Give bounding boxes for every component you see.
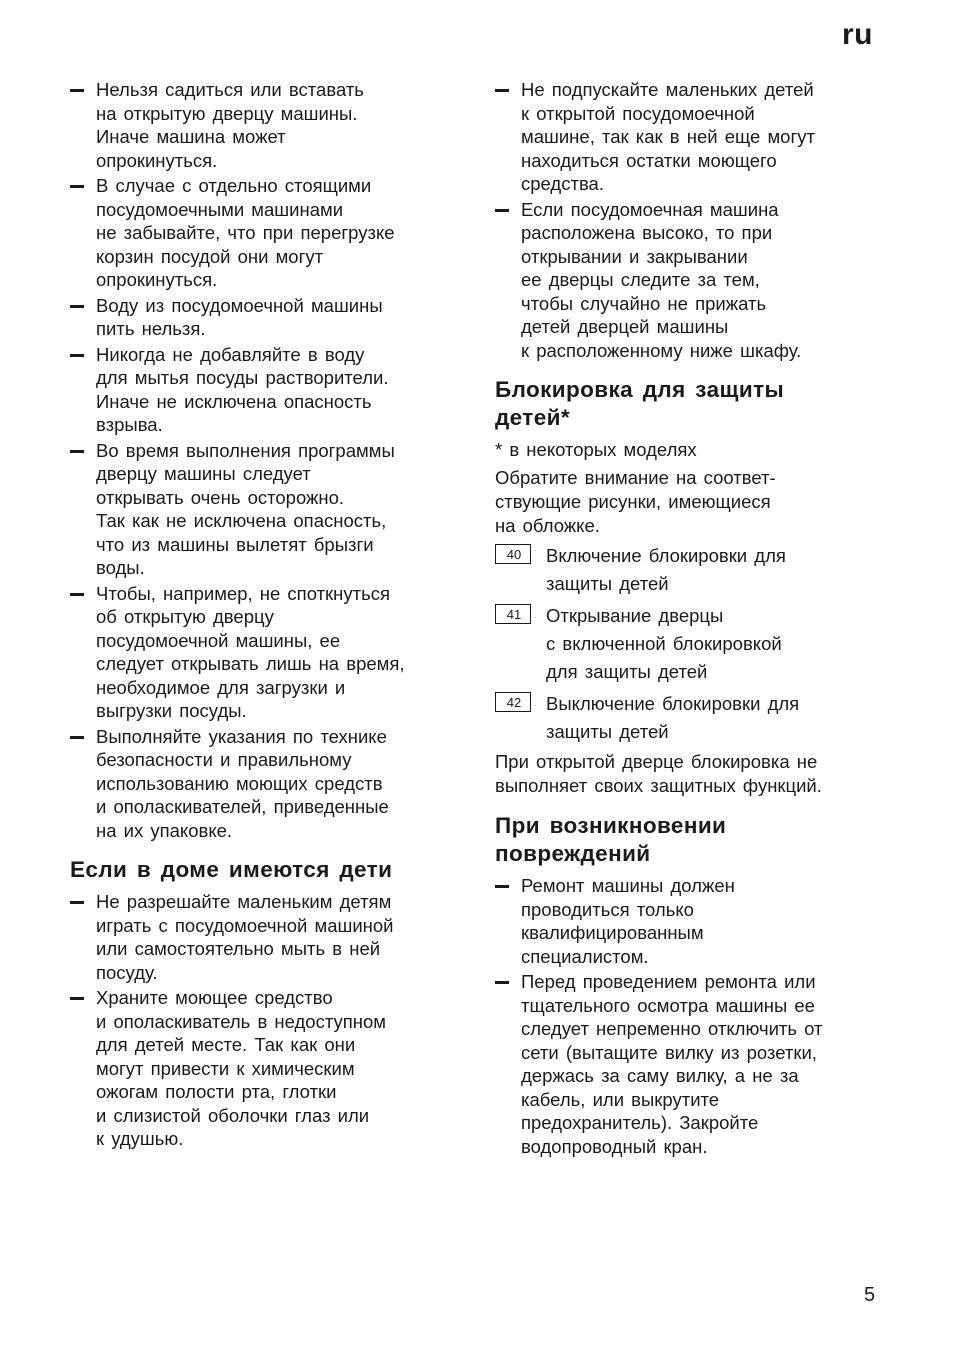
figure-caption: Открывание дверцы с включенной блокировкой для защиты детей bbox=[546, 605, 782, 682]
page-number: 5 bbox=[864, 1284, 876, 1306]
children-section-heading: Если в доме имеются дети bbox=[70, 857, 393, 882]
list-item: Выполняйте указания по технике безопасности и правильному использованию моющих средств и ополаскивателей, приведенные на их упаковке. bbox=[70, 725, 466, 843]
model-note: * в некоторых моделях bbox=[495, 439, 697, 460]
dash-bullet-icon bbox=[70, 593, 84, 596]
figure-ref-row bbox=[495, 542, 880, 598]
safety-list-continued bbox=[495, 78, 880, 362]
children-list bbox=[70, 890, 466, 1151]
damage-section-heading: При возникновении повреждений bbox=[495, 813, 727, 866]
left-column bbox=[70, 78, 466, 1159]
child-lock-heading: Блокировка для защиты детей* bbox=[495, 377, 785, 430]
dash-bullet-icon bbox=[495, 209, 509, 212]
dash-bullet-icon bbox=[70, 901, 84, 904]
dash-bullet-icon bbox=[70, 997, 84, 1000]
list-item: Если посудомоечная машина расположена высоко, то при открывании и закрывании ее дверцы следите за тем, чтобы случайно не прижать детей дверцей машины к расположенному ниже шкафу. bbox=[495, 198, 880, 363]
figure-caption: Включение блокировки для защиты детей bbox=[546, 545, 786, 594]
figure-number-box: 42 bbox=[495, 692, 531, 712]
list-item: Ремонт машины должен проводиться только квалифицированным специалистом. bbox=[495, 874, 880, 968]
list-item: Чтобы, например, не споткнуться об открытую дверцу посудомоечной машины, ее следует открывать лишь на время, необходимое для загрузки и выгрузки посуды. bbox=[70, 582, 466, 723]
list-item: Во время выполнения программы дверцу машины следует открывать очень осторожно. Так как не исключена опасность, что из машины вылетят брызги воды. bbox=[70, 439, 466, 580]
right-column bbox=[495, 78, 880, 1166]
lock-outro: При открытой дверце блокировка не выполняет своих защитных функций. bbox=[495, 751, 822, 796]
damage-list bbox=[495, 874, 880, 1158]
language-code: ru bbox=[842, 18, 873, 51]
dash-bullet-icon bbox=[495, 981, 509, 984]
list-item: В случае с отдельно стоящими посудомоечными машинами не забывайте, что при перегрузке корзин посудой они могут опрокинуться. bbox=[70, 174, 466, 292]
list-item: Воду из посудомоечной машины пить нельзя. bbox=[70, 294, 466, 341]
dash-bullet-icon bbox=[70, 354, 84, 357]
dash-bullet-icon bbox=[70, 450, 84, 453]
dash-bullet-icon bbox=[70, 185, 84, 188]
lock-intro: Обратите внимание на соответ- ствующие рисунки, имеющиеся на обложке. bbox=[495, 467, 776, 536]
figure-ref-row bbox=[495, 690, 880, 746]
figure-caption: Выключение блокировки для защиты детей bbox=[546, 693, 800, 742]
list-item: Никогда не добавляйте в воду для мытья посуды растворители. Иначе не исключена опасность взрыва. bbox=[70, 343, 466, 437]
figure-number-box: 41 bbox=[495, 604, 531, 624]
list-item: Не подпускайте маленьких детей к открытой посудомоечной машине, так как в ней еще могут находиться остатки моющего средства. bbox=[495, 78, 880, 196]
dash-bullet-icon bbox=[495, 89, 509, 92]
safety-list bbox=[70, 78, 466, 842]
dash-bullet-icon bbox=[70, 305, 84, 308]
dash-bullet-icon bbox=[70, 736, 84, 739]
dash-bullet-icon bbox=[495, 885, 509, 888]
list-item: Храните моющее средство и ополаскиватель в недоступном для детей месте. Так как они могут привести к химическим ожогам полости рта, глотки и слизистой оболочки глаз или к удушью. bbox=[70, 986, 466, 1151]
dash-bullet-icon bbox=[70, 89, 84, 92]
figure-number-box: 40 bbox=[495, 544, 531, 564]
figure-ref-row bbox=[495, 602, 880, 686]
list-item: Не разрешайте маленьким детям играть с посудомоечной машиной или самостоятельно мыть в ней посуду. bbox=[70, 890, 466, 984]
list-item: Перед проведением ремонта или тщательного осмотра машины ее следует непременно отключить от сети (вытащите вилку из розетки, держась за саму вилку, а не за кабель, или выкрутите предохранитель). Закройте водопроводный кран. bbox=[495, 970, 880, 1158]
list-item: Нельзя садиться или вставать на открытую дверцу машины. Иначе машина может опрокинуться. bbox=[70, 78, 466, 172]
